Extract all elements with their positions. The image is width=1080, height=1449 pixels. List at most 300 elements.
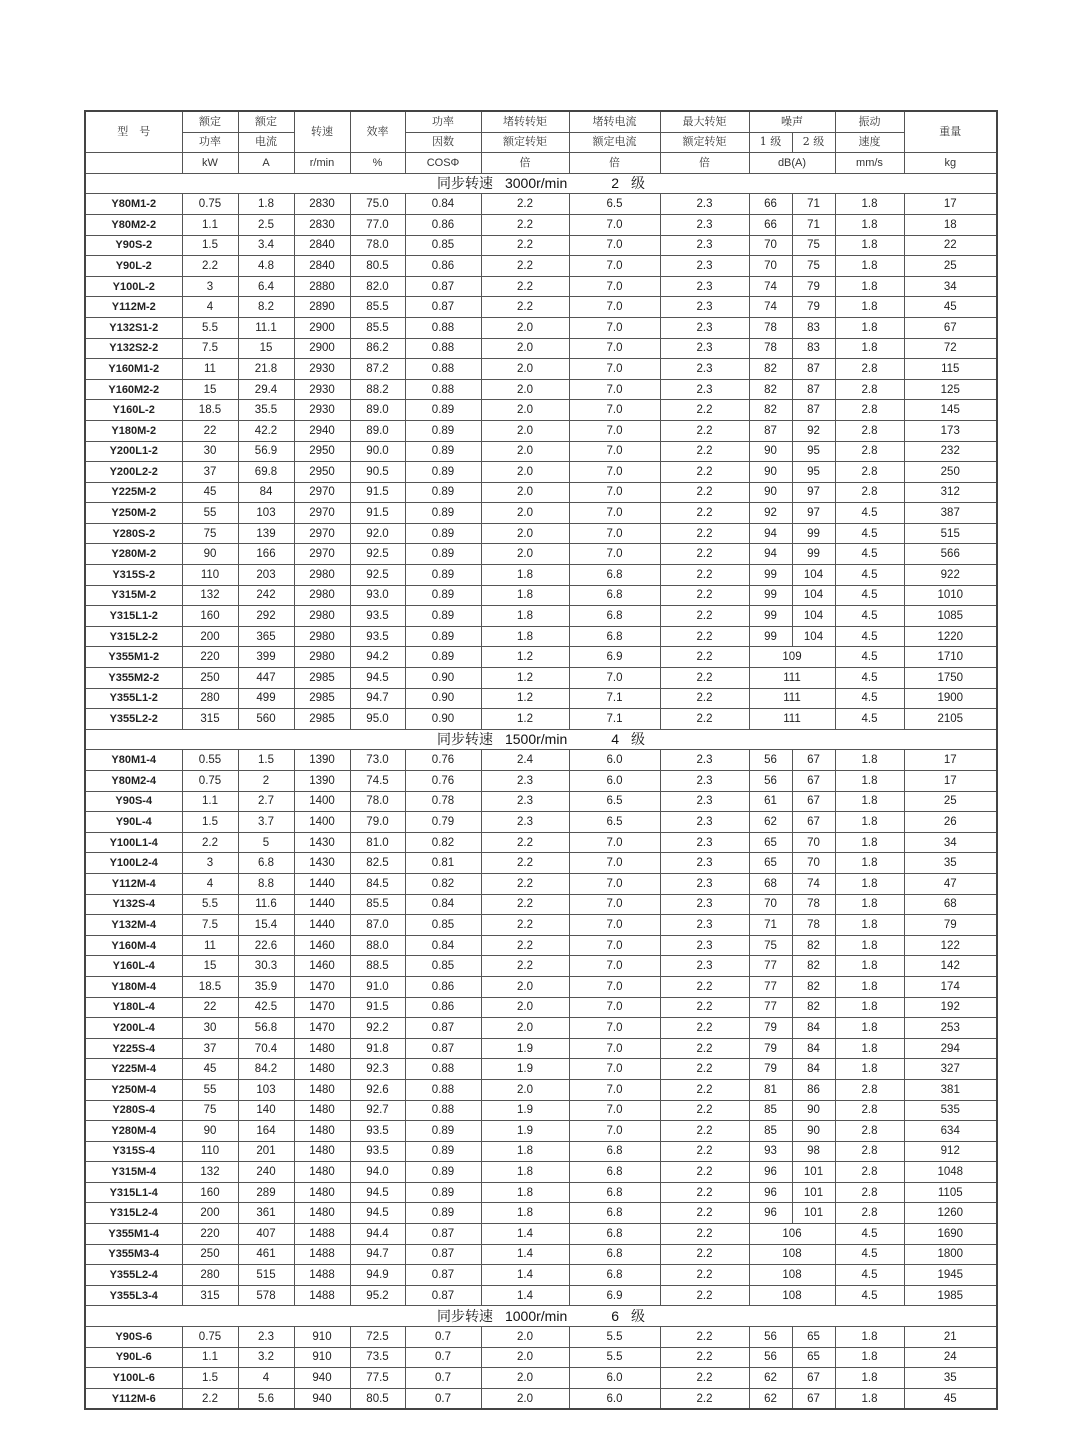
cell-locked-current: 6.8: [569, 565, 660, 586]
cell-model: Y90S-4: [85, 791, 182, 812]
table-row: [85, 1141, 997, 1162]
cell-weight: 35: [904, 1368, 997, 1389]
cell-power: 250: [182, 668, 238, 689]
table-row: [85, 565, 997, 586]
cell-pf: 0.87: [405, 1265, 481, 1286]
cell-max-torque: 2.2: [660, 1244, 749, 1265]
cell-power: 220: [182, 647, 238, 668]
cell-noise-2: 95: [792, 462, 835, 483]
cell-model: Y112M-2: [85, 297, 182, 318]
cell-current: 3.7: [238, 812, 294, 833]
cell-vibration: 4.5: [835, 565, 904, 586]
cell-pf: 0.89: [405, 1182, 481, 1203]
cell-speed: 1488: [294, 1244, 350, 1265]
cell-model: Y90L-2: [85, 256, 182, 277]
cell-vibration: 4.5: [835, 626, 904, 647]
cell-locked-torque: 1.9: [481, 1038, 569, 1059]
cell-efficiency: 78.0: [350, 235, 405, 256]
table-row: [85, 256, 997, 277]
cell-noise-1: 77: [749, 976, 792, 997]
cell-max-torque: 2.2: [660, 1018, 749, 1039]
cell-locked-torque: 2.2: [481, 235, 569, 256]
cell-model: Y315S-2: [85, 565, 182, 586]
cell-locked-current: 7.0: [569, 462, 660, 483]
cell-vibration: 2.8: [835, 1162, 904, 1183]
cell-power: 160: [182, 1182, 238, 1203]
cell-locked-torque: 2.0: [481, 997, 569, 1018]
cell-noise-2: 67: [792, 1388, 835, 1409]
cell-noise-1: 90: [749, 482, 792, 503]
cell-vibration: 1.8: [835, 256, 904, 277]
cell-weight: 1220: [904, 626, 997, 647]
cell-vibration: 1.8: [835, 997, 904, 1018]
cell-speed: 2840: [294, 235, 350, 256]
cell-noise-2: 84: [792, 1059, 835, 1080]
cell-vibration: 1.8: [835, 853, 904, 874]
cell-noise-2: 67: [792, 791, 835, 812]
cell-speed: 1440: [294, 894, 350, 915]
table-row: [85, 317, 997, 338]
table-row: [85, 1121, 997, 1142]
cell-efficiency: 77.5: [350, 1368, 405, 1389]
header-weight: 重量: [904, 111, 997, 153]
cell-efficiency: 75.0: [350, 194, 405, 215]
cell-power: 1.1: [182, 214, 238, 235]
cell-pf: 0.89: [405, 565, 481, 586]
cell-power: 7.5: [182, 915, 238, 936]
cell-power: 1.5: [182, 812, 238, 833]
cell-noise-1: 65: [749, 832, 792, 853]
cell-pf: 0.89: [405, 585, 481, 606]
section-title: [85, 1306, 997, 1327]
unit-model-empty: [85, 153, 182, 174]
cell-locked-torque: 2.3: [481, 791, 569, 812]
cell-model: Y355L2-2: [85, 709, 182, 730]
cell-current: 56.9: [238, 441, 294, 462]
unit-noise: dB(A): [749, 153, 835, 174]
cell-current: 201: [238, 1141, 294, 1162]
cell-current: 5: [238, 832, 294, 853]
unit-vibration: mm/s: [835, 153, 904, 174]
cell-max-torque: 2.3: [660, 935, 749, 956]
cell-model: Y180L-4: [85, 997, 182, 1018]
cell-vibration: 4.5: [835, 523, 904, 544]
cell-power: 22: [182, 420, 238, 441]
section-grade: 4: [611, 731, 620, 748]
cell-pf: 0.89: [405, 606, 481, 627]
cell-locked-current: 5.5: [569, 1347, 660, 1368]
cell-locked-torque: 2.4: [481, 750, 569, 771]
cell-noise-1: 99: [749, 565, 792, 586]
cell-locked-torque: 2.0: [481, 420, 569, 441]
cell-max-torque: 2.3: [660, 359, 749, 380]
cell-locked-current: 6.8: [569, 1244, 660, 1265]
cell-power: 2.2: [182, 256, 238, 277]
cell-pf: 0.88: [405, 1100, 481, 1121]
cell-locked-current: 7.0: [569, 379, 660, 400]
cell-locked-current: 7.0: [569, 544, 660, 565]
cell-max-torque: 2.2: [660, 482, 749, 503]
cell-speed: 1440: [294, 873, 350, 894]
cell-efficiency: 72.5: [350, 1327, 405, 1348]
cell-locked-current: 7.0: [569, 935, 660, 956]
cell-model: Y200L2-2: [85, 462, 182, 483]
header-noise-grade1: 1 级: [749, 132, 792, 153]
cell-weight: 2105: [904, 709, 997, 730]
cell-max-torque: 2.3: [660, 297, 749, 318]
cell-vibration: 4.5: [835, 668, 904, 689]
table-header: [85, 111, 997, 173]
cell-noise-2: 67: [792, 812, 835, 833]
cell-efficiency: 89.0: [350, 400, 405, 421]
section-grade-label: 级: [631, 732, 646, 749]
cell-noise-2: 101: [792, 1162, 835, 1183]
cell-locked-current: 6.8: [569, 626, 660, 647]
cell-locked-current: 7.0: [569, 997, 660, 1018]
cell-weight: 122: [904, 935, 997, 956]
cell-vibration: 4.5: [835, 606, 904, 627]
cell-noise-2: 104: [792, 606, 835, 627]
cell-noise-1: 82: [749, 400, 792, 421]
cell-pf: 0.90: [405, 688, 481, 709]
cell-noise-1: 94: [749, 544, 792, 565]
cell-speed: 910: [294, 1327, 350, 1348]
cell-vibration: 1.8: [835, 832, 904, 853]
table-row: [85, 812, 997, 833]
table-row: [85, 585, 997, 606]
cell-locked-current: 7.0: [569, 873, 660, 894]
cell-pf: 0.87: [405, 1224, 481, 1245]
table-row: [85, 1388, 997, 1409]
cell-vibration: 1.8: [835, 1368, 904, 1389]
cell-max-torque: 2.3: [660, 812, 749, 833]
cell-efficiency: 94.7: [350, 688, 405, 709]
cell-locked-torque: 1.8: [481, 585, 569, 606]
cell-efficiency: 91.5: [350, 482, 405, 503]
header-pf-top: 功率: [405, 111, 481, 132]
cell-efficiency: 85.5: [350, 317, 405, 338]
table-row: [85, 544, 997, 565]
cell-vibration: 2.8: [835, 359, 904, 380]
cell-current: 42.5: [238, 997, 294, 1018]
cell-noise-2: 79: [792, 297, 835, 318]
table-row: [85, 1327, 997, 1348]
cell-vibration: 1.8: [835, 338, 904, 359]
cell-efficiency: 94.7: [350, 1244, 405, 1265]
cell-speed: 1488: [294, 1224, 350, 1245]
table-row: [85, 1347, 997, 1368]
cell-max-torque: 2.2: [660, 976, 749, 997]
cell-power: 0.75: [182, 194, 238, 215]
cell-power: 200: [182, 626, 238, 647]
section-title: [85, 173, 997, 194]
cell-speed: 2980: [294, 606, 350, 627]
table-row: [85, 482, 997, 503]
section-header: [85, 729, 997, 750]
cell-noise-1: 62: [749, 1368, 792, 1389]
cell-vibration: 2.8: [835, 1203, 904, 1224]
section-speed: 1000r/min: [504, 1307, 568, 1324]
cell-speed: 940: [294, 1368, 350, 1389]
cell-noise-2: 67: [792, 750, 835, 771]
cell-speed: 2980: [294, 626, 350, 647]
cell-current: 447: [238, 668, 294, 689]
table-row: [85, 1368, 997, 1389]
cell-locked-torque: 1.9: [481, 1059, 569, 1080]
cell-locked-current: 6.5: [569, 194, 660, 215]
cell-max-torque: 2.2: [660, 688, 749, 709]
cell-locked-current: 7.0: [569, 235, 660, 256]
cell-max-torque: 2.2: [660, 1203, 749, 1224]
cell-model: Y80M1-4: [85, 750, 182, 771]
cell-model: Y100L-2: [85, 276, 182, 297]
cell-vibration: 1.8: [835, 317, 904, 338]
cell-model: Y90L-4: [85, 812, 182, 833]
cell-noise-2: 99: [792, 523, 835, 544]
cell-locked-current: 6.8: [569, 585, 660, 606]
cell-noise-1: 96: [749, 1162, 792, 1183]
cell-noise-2: 86: [792, 1079, 835, 1100]
cell-efficiency: 89.0: [350, 420, 405, 441]
cell-weight: 232: [904, 441, 997, 462]
cell-speed: 1470: [294, 1018, 350, 1039]
cell-efficiency: 93.5: [350, 1121, 405, 1142]
table-row: [85, 462, 997, 483]
cell-weight: 67: [904, 317, 997, 338]
cell-noise-1: 66: [749, 214, 792, 235]
cell-efficiency: 88.5: [350, 956, 405, 977]
cell-model: Y315L1-2: [85, 606, 182, 627]
cell-max-torque: 2.2: [660, 1038, 749, 1059]
cell-max-torque: 2.2: [660, 1121, 749, 1142]
cell-locked-current: 7.0: [569, 1100, 660, 1121]
cell-power: 315: [182, 709, 238, 730]
cell-pf: 0.86: [405, 997, 481, 1018]
header-vibration-top: 振动: [835, 111, 904, 132]
cell-vibration: 2.8: [835, 1100, 904, 1121]
cell-efficiency: 92.2: [350, 1018, 405, 1039]
cell-speed: 1488: [294, 1285, 350, 1306]
cell-pf: 0.87: [405, 1018, 481, 1039]
table-row: [85, 771, 997, 792]
cell-noise-2: 97: [792, 503, 835, 524]
cell-current: 1.5: [238, 750, 294, 771]
table-row: [85, 915, 997, 936]
cell-locked-current: 7.0: [569, 1079, 660, 1100]
cell-locked-current: 6.9: [569, 1285, 660, 1306]
cell-efficiency: 79.0: [350, 812, 405, 833]
cell-locked-torque: 2.3: [481, 771, 569, 792]
cell-pf: 0.82: [405, 832, 481, 853]
cell-noise-1: 79: [749, 1059, 792, 1080]
cell-max-torque: 2.3: [660, 276, 749, 297]
cell-power: 2.2: [182, 1388, 238, 1409]
cell-vibration: 2.8: [835, 379, 904, 400]
cell-current: 240: [238, 1162, 294, 1183]
cell-power: 7.5: [182, 338, 238, 359]
cell-pf: 0.86: [405, 256, 481, 277]
table-row: [85, 338, 997, 359]
cell-noise-1: 79: [749, 1038, 792, 1059]
cell-locked-torque: 2.2: [481, 853, 569, 874]
cell-pf: 0.87: [405, 1285, 481, 1306]
cell-locked-current: 6.8: [569, 1182, 660, 1203]
header-locked-current-top: 堵转电流: [569, 111, 660, 132]
cell-weight: 515: [904, 523, 997, 544]
cell-model: Y250M-2: [85, 503, 182, 524]
cell-current: 4.8: [238, 256, 294, 277]
cell-current: 11.6: [238, 894, 294, 915]
cell-locked-torque: 1.9: [481, 1100, 569, 1121]
table-row: [85, 894, 997, 915]
section-header: [85, 173, 997, 194]
cell-speed: 1430: [294, 853, 350, 874]
header-locked-torque-top: 堵转转矩: [481, 111, 569, 132]
cell-noise-2: 83: [792, 338, 835, 359]
cell-pf: 0.90: [405, 709, 481, 730]
section-header: [85, 1306, 997, 1327]
cell-power: 30: [182, 441, 238, 462]
cell-weight: 1985: [904, 1285, 997, 1306]
cell-max-torque: 2.2: [660, 462, 749, 483]
cell-speed: 2900: [294, 317, 350, 338]
cell-noise-1: 109: [749, 647, 835, 668]
cell-weight: 68: [904, 894, 997, 915]
cell-noise-2: 74: [792, 873, 835, 894]
cell-locked-current: 7.0: [569, 359, 660, 380]
cell-efficiency: 91.5: [350, 503, 405, 524]
cell-efficiency: 94.5: [350, 668, 405, 689]
cell-locked-torque: 2.2: [481, 956, 569, 977]
cell-max-torque: 2.2: [660, 503, 749, 524]
cell-max-torque: 2.2: [660, 668, 749, 689]
cell-max-torque: 2.2: [660, 626, 749, 647]
table-row: [85, 297, 997, 318]
cell-weight: 45: [904, 1388, 997, 1409]
unit-current: A: [238, 153, 294, 174]
cell-power: 132: [182, 1162, 238, 1183]
cell-model: Y100L-6: [85, 1368, 182, 1389]
cell-current: 30.3: [238, 956, 294, 977]
cell-locked-current: 7.0: [569, 420, 660, 441]
cell-max-torque: 2.2: [660, 441, 749, 462]
table-row: [85, 873, 997, 894]
cell-max-torque: 2.2: [660, 585, 749, 606]
cell-pf: 0.89: [405, 647, 481, 668]
cell-weight: 125: [904, 379, 997, 400]
cell-speed: 1430: [294, 832, 350, 853]
cell-max-torque: 2.2: [660, 997, 749, 1018]
cell-efficiency: 92.5: [350, 544, 405, 565]
header-locked-current-bottom: 额定电流: [569, 132, 660, 153]
cell-pf: 0.89: [405, 420, 481, 441]
cell-speed: 2830: [294, 194, 350, 215]
cell-power: 55: [182, 1079, 238, 1100]
cell-locked-current: 7.0: [569, 668, 660, 689]
cell-noise-1: 96: [749, 1203, 792, 1224]
cell-current: 8.8: [238, 873, 294, 894]
cell-max-torque: 2.3: [660, 832, 749, 853]
cell-speed: 2840: [294, 256, 350, 277]
cell-locked-torque: 1.8: [481, 565, 569, 586]
cell-max-torque: 2.3: [660, 791, 749, 812]
cell-current: 242: [238, 585, 294, 606]
cell-locked-torque: 2.0: [481, 1347, 569, 1368]
cell-power: 220: [182, 1224, 238, 1245]
cell-vibration: 1.8: [835, 750, 904, 771]
cell-efficiency: 94.4: [350, 1224, 405, 1245]
cell-locked-current: 7.0: [569, 976, 660, 997]
cell-pf: 0.84: [405, 894, 481, 915]
cell-noise-1: 99: [749, 606, 792, 627]
cell-vibration: 2.8: [835, 400, 904, 421]
table-row: [85, 606, 997, 627]
cell-vibration: 1.8: [835, 1327, 904, 1348]
cell-vibration: 1.8: [835, 915, 904, 936]
unit-locked-current: 倍: [569, 153, 660, 174]
header-noise: 噪声: [749, 111, 835, 132]
cell-max-torque: 2.2: [660, 1224, 749, 1245]
cell-noise-1: 78: [749, 338, 792, 359]
cell-max-torque: 2.3: [660, 873, 749, 894]
cell-weight: 1690: [904, 1224, 997, 1245]
cell-speed: 1488: [294, 1265, 350, 1286]
table-row: [85, 441, 997, 462]
cell-noise-2: 75: [792, 235, 835, 256]
cell-speed: 1470: [294, 997, 350, 1018]
cell-locked-torque: 2.2: [481, 935, 569, 956]
cell-efficiency: 92.7: [350, 1100, 405, 1121]
cell-model: Y132S-4: [85, 894, 182, 915]
cell-locked-torque: 2.0: [481, 1079, 569, 1100]
cell-noise-1: 77: [749, 956, 792, 977]
cell-speed: 1480: [294, 1059, 350, 1080]
cell-pf: 0.89: [405, 462, 481, 483]
cell-noise-1: 82: [749, 379, 792, 400]
cell-efficiency: 93.5: [350, 606, 405, 627]
cell-max-torque: 2.3: [660, 379, 749, 400]
cell-efficiency: 80.5: [350, 256, 405, 277]
cell-weight: 115: [904, 359, 997, 380]
cell-locked-torque: 2.0: [481, 441, 569, 462]
cell-current: 3.2: [238, 1347, 294, 1368]
cell-efficiency: 90.0: [350, 441, 405, 462]
cell-model: Y100L2-4: [85, 853, 182, 874]
table-row: [85, 1079, 997, 1100]
cell-efficiency: 94.5: [350, 1203, 405, 1224]
cell-weight: 1048: [904, 1162, 997, 1183]
cell-model: Y280M-2: [85, 544, 182, 565]
cell-locked-torque: 2.0: [481, 482, 569, 503]
cell-noise-2: 78: [792, 894, 835, 915]
table-row: [85, 1182, 997, 1203]
cell-locked-current: 7.0: [569, 338, 660, 359]
cell-noise-2: 101: [792, 1203, 835, 1224]
cell-locked-current: 7.0: [569, 400, 660, 421]
cell-efficiency: 95.0: [350, 709, 405, 730]
cell-current: 2: [238, 771, 294, 792]
cell-speed: 2985: [294, 688, 350, 709]
header-current-bottom: 电流: [238, 132, 294, 153]
cell-speed: 2970: [294, 523, 350, 544]
cell-max-torque: 2.3: [660, 317, 749, 338]
cell-locked-current: 7.0: [569, 503, 660, 524]
cell-weight: 192: [904, 997, 997, 1018]
cell-locked-current: 7.0: [569, 297, 660, 318]
cell-noise-1: 66: [749, 194, 792, 215]
cell-speed: 2970: [294, 482, 350, 503]
cell-power: 37: [182, 1038, 238, 1059]
